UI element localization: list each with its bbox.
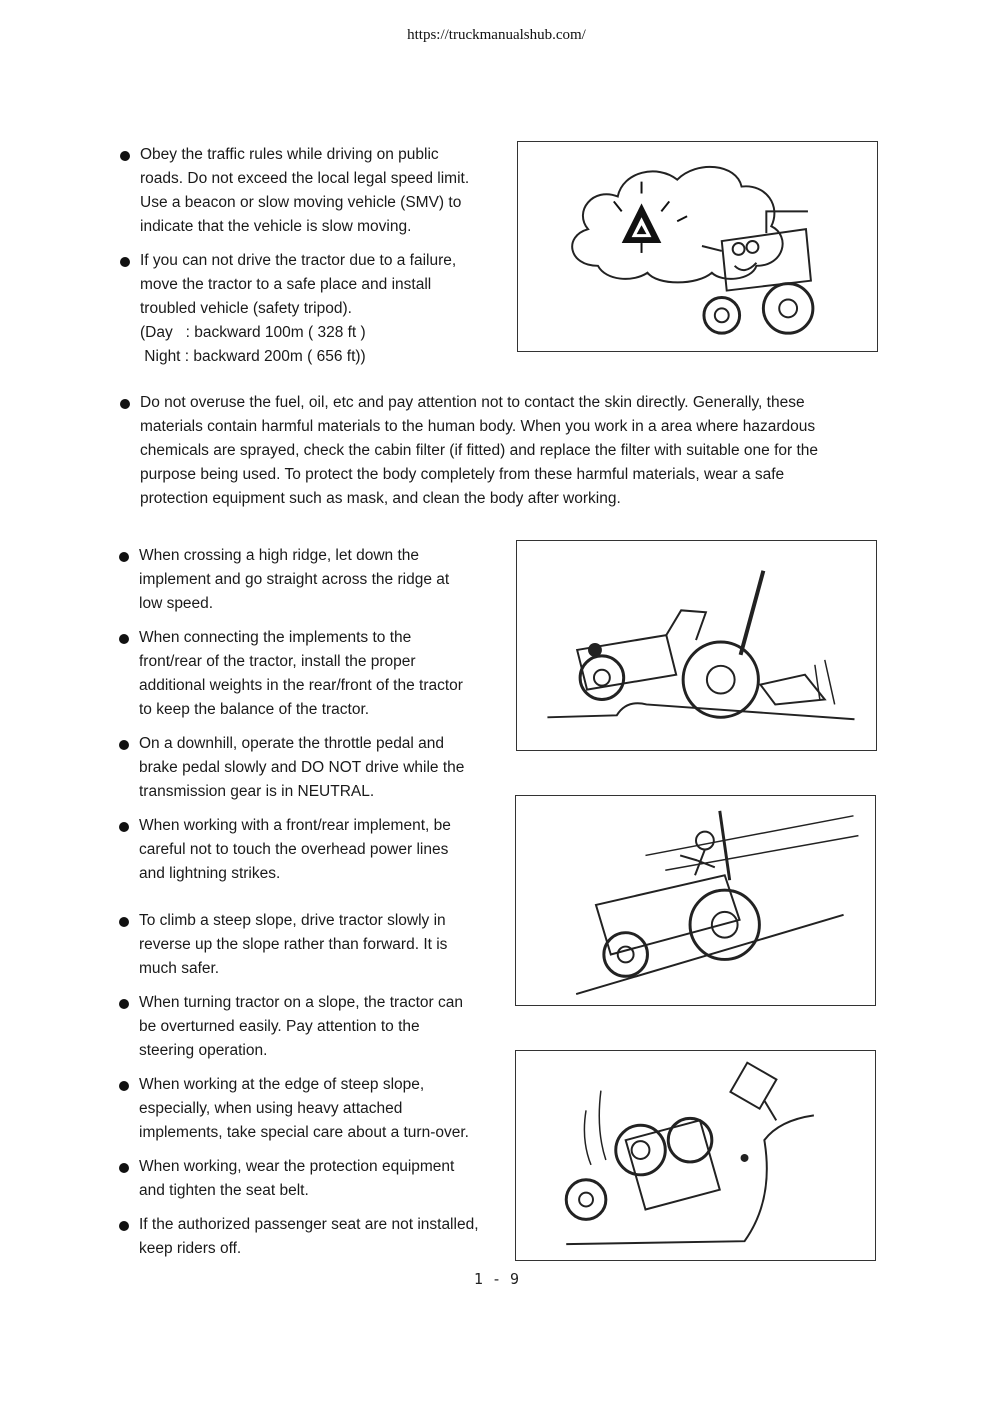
list-item: Do not overuse the fuel, oil, etc and pay attention not to contact the skin directly. Generally, these materials contain harmful materials to the human body. When you work in a area where hazardous chemicals are sprayed, check the cabin filter (if fitted) and replace the filter with suitable one for the purpose being used. To protect the body completely from these harmful materials, wear a safe protection equipment such as mask, and clean the body after working. (120, 391, 880, 511)
list-item: To climb a steep slope, drive tractor slowly in reverse up the slope rather than forward. It is much safer. (119, 909, 504, 981)
illustration-tractor-warning-triangle (517, 141, 878, 352)
list-item: When connecting the implements to the front/rear of the tractor, install the proper additional weights in the rear/front of the tractor to keep the balance of the tractor. (119, 626, 499, 722)
tractor-overturn-drawing (516, 1051, 875, 1260)
list-item: On a downhill, operate the throttle pedal and brake pedal slowly and DO NOT drive while the transmission gear is in NEUTRAL. (119, 732, 499, 804)
list-item: When working at the edge of steep slope, especially, when using heavy attached implements, take special care about a turn-over. (119, 1073, 504, 1145)
bullet-list-traffic (120, 143, 500, 369)
illustration-tractor-steep-slope (515, 795, 876, 1006)
header-url: https://truckmanualshub.com/ (407, 27, 586, 43)
list-item: When crossing a high ridge, let down the implement and go straight across the ridge at low speed. (119, 544, 499, 616)
list-item: When working, wear the protection equipment and tighten the seat belt. (119, 1155, 504, 1203)
page-number: 1 - 9 (473, 1270, 520, 1288)
bullet-list-slopes (119, 909, 504, 1261)
list-item: When turning tractor on a slope, the tractor can be overturned easily. Pay attention to the steering operation. (119, 991, 504, 1063)
list-item: If the authorized passenger seat are not installed, keep riders off. (119, 1213, 504, 1261)
bullet-list-ridge (119, 544, 499, 886)
illustration-tractor-crossing-ridge (516, 540, 877, 751)
tractor-ridge-drawing (517, 541, 876, 750)
list-item: Obey the traffic rules while driving on public roads. Do not exceed the local legal speed limit. Use a beacon or slow moving vehicle (SMV) to indicate that the vehicle is slow moving. (120, 143, 500, 239)
list-item: When working with a front/rear implement, be careful not to touch the overhead power lines and lightning strikes. (119, 814, 499, 886)
illustration-tractor-overturning (515, 1050, 876, 1261)
bullet-list-chemicals (120, 391, 880, 511)
list-item: If you can not drive the tractor due to a failure, move the tractor to a safe place and install troubled vehicle (safety tripod). (Day : backward 100m ( 328 ft ) Night : backward 200m ( 656 ft)) (120, 249, 500, 369)
tractor-warning-triangle-drawing (518, 142, 877, 351)
tractor-slope-drawing (516, 796, 875, 1005)
